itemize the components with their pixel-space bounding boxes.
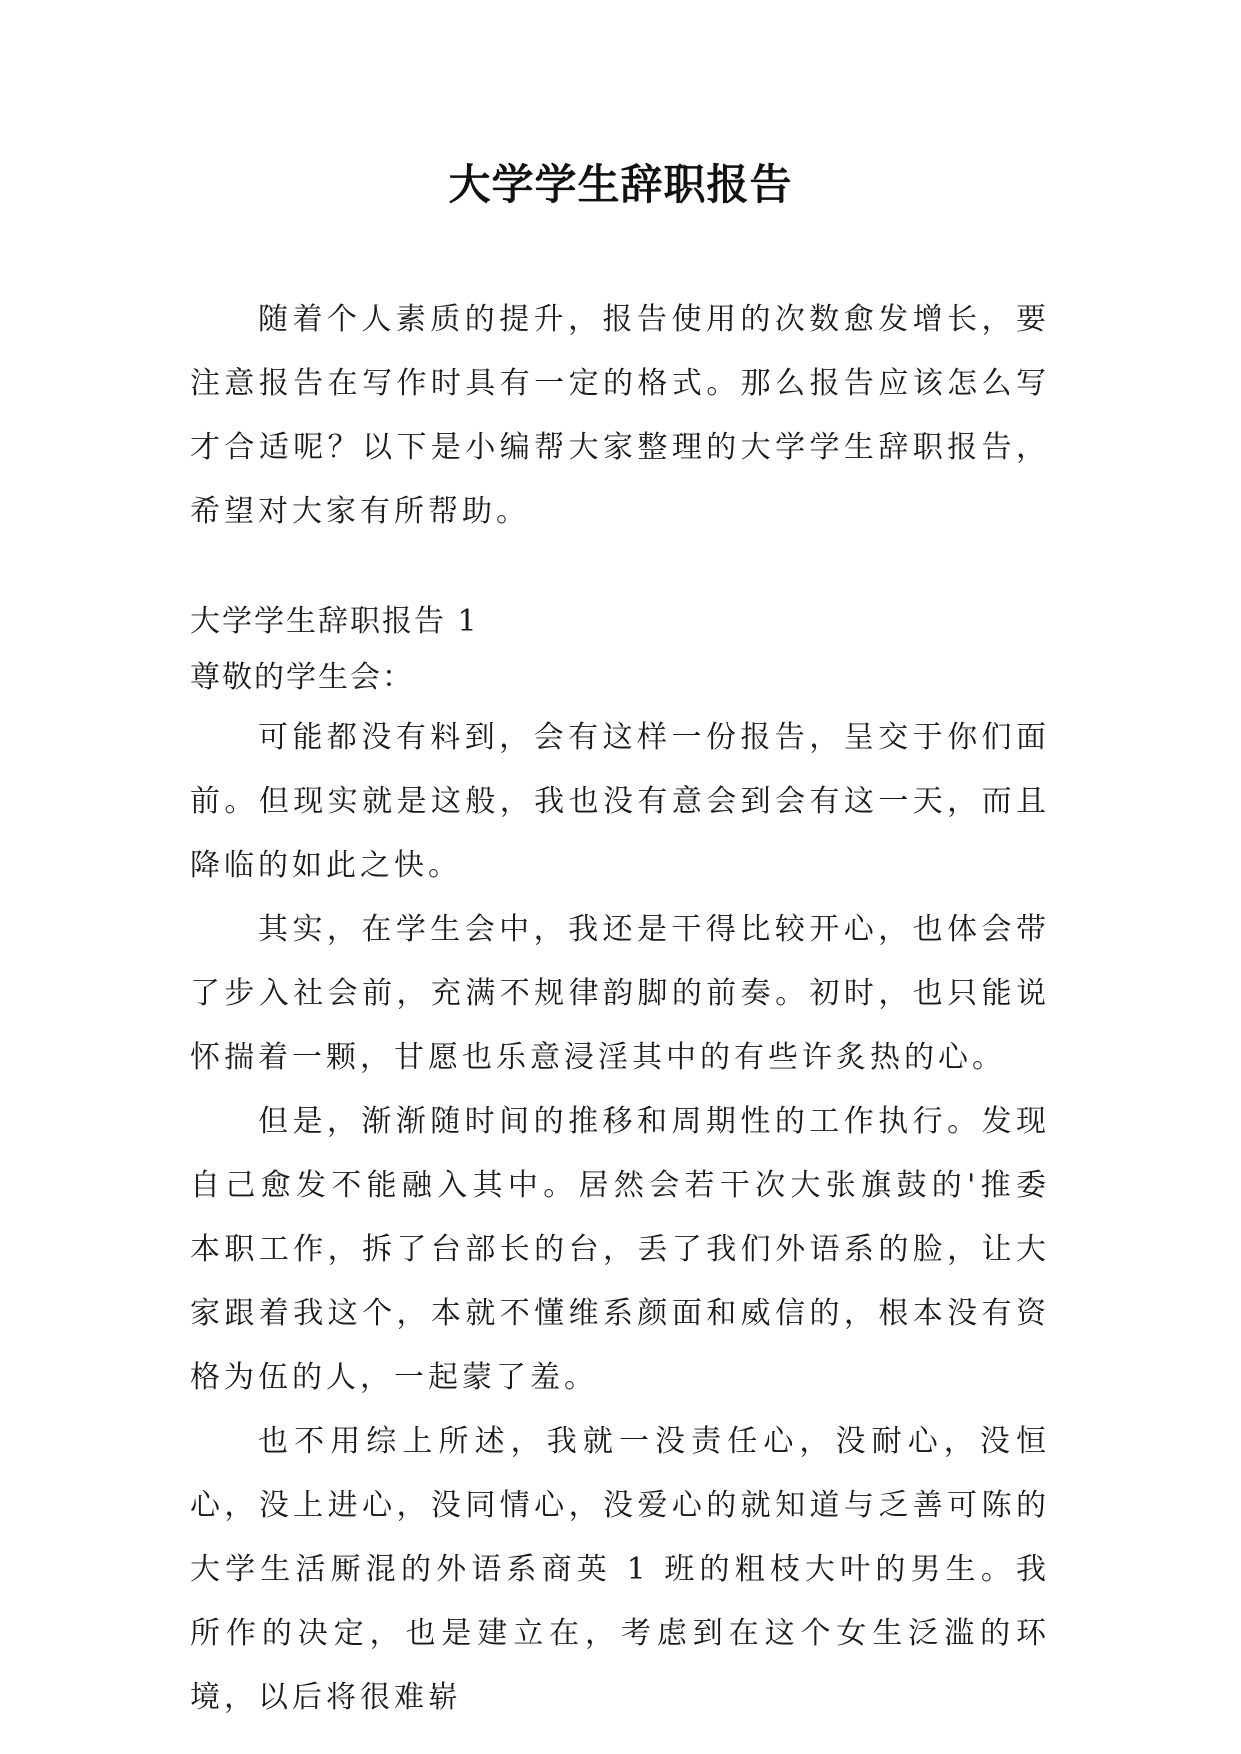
body-paragraph: 也不用综上所述，我就一没责任心，没耐心，没恒心，没上进心，没同情心，没爱心的就知道与乏善可陈的大学生活厮混的外语系商英 1 班的粗枝大叶的男生。我所作的决定，也是建立在，考虑到在这个女生泛滥的环境，以后将很难崭 [190,1424,1050,1715]
document-body [190,288,1050,1730]
document-title: 大学学生辞职报告 [448,160,793,209]
section-gap [190,544,1050,594]
body-paragraph: 其实，在学生会中，我还是干得比较开心，也体会带了步入社会前，充满不规律韵脚的前奏。初时，也只能说怀揣着一颗，甘愿也乐意浸淫其中的有些许炙热的心。 [190,912,1050,1075]
salutation: 尊敬的学生会： [190,660,414,695]
intro-paragraph: 随着个人素质的提升，报告使用的次数愈发增长，要注意报告在写作时具有一定的格式。那么报告应该怎么写才合适呢？以下是小编帮大家整理的大学学生辞职报告，希望对大家有所帮助。 [190,302,1050,529]
section-heading: 大学学生辞职报告 1 [190,604,479,639]
body-paragraph: 但是，渐渐随时间的推移和周期性的工作执行。发现自己愈发不能融入其中。居然会若干次大张旗鼓的'推委本职工作，拆了台部长的台，丢了我们外语系的脸，让大家跟着我这个，本就不懂维系颜面和威信的，根本没有资格为伍的人，一起蒙了羞。 [190,1104,1050,1395]
body-paragraph: 可能都没有料到，会有这样一份报告，呈交于你们面前。但现实就是这般，我也没有意会到会有这一天，而且降临的如此之快。 [190,720,1050,883]
